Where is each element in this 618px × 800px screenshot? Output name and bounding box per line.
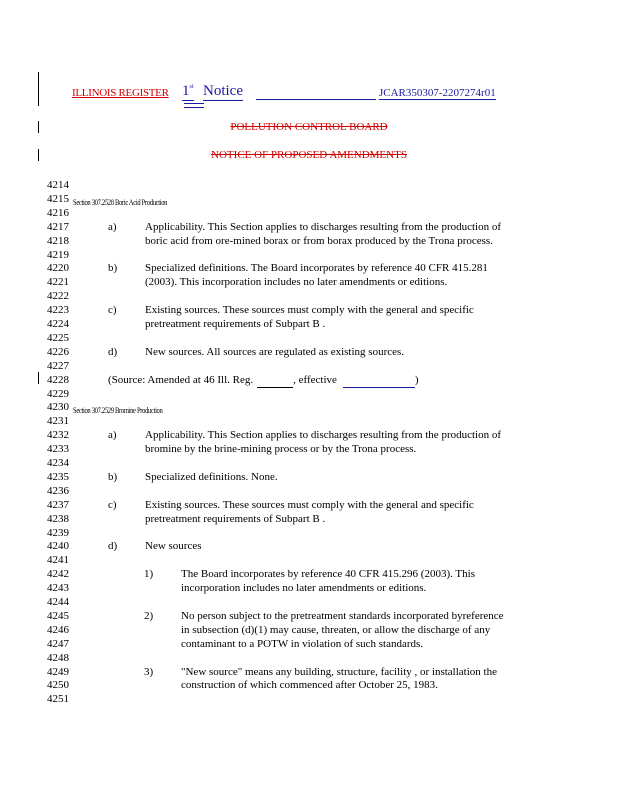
- line-4239: [47, 526, 607, 540]
- line-number: 4232: [47, 429, 69, 442]
- notice-title: NOTICE OF PROPOSED AMENDMENTS: [211, 149, 407, 161]
- line-number: 4226: [47, 345, 69, 358]
- item-label: c): [108, 498, 117, 511]
- line-4231: [47, 414, 607, 428]
- header-rule: [256, 99, 376, 100]
- line-number: 4235: [47, 470, 69, 483]
- volume-blank: [257, 373, 293, 388]
- line-4241: [47, 553, 607, 567]
- body-text: (2003). This incorporation includes no later amendments or editions.: [145, 276, 448, 289]
- line-4217: [47, 220, 607, 234]
- item-label: 1): [144, 568, 154, 581]
- line-4225: [47, 331, 607, 345]
- item-label: a): [108, 220, 117, 233]
- line-4243: [47, 581, 607, 595]
- body-text: The Board incorporates by reference 40 CFR 415.296 (2003). This: [181, 568, 475, 581]
- item-label: 2): [144, 609, 154, 622]
- line-4234: [47, 456, 607, 470]
- body-text: Specialized definitions. The Board incorporates by reference 40 CFR 415.281: [145, 262, 488, 275]
- line-number: 4241: [47, 554, 69, 567]
- change-bar: [38, 372, 39, 384]
- line-number: 4221: [47, 276, 69, 289]
- body-text: incorporation includes no later amendments or editions.: [181, 582, 427, 595]
- line-number: 4234: [47, 457, 69, 469]
- line-4238: [47, 512, 607, 526]
- line-number: 4243: [47, 582, 69, 595]
- body-text: Existing sources. These sources must comply with the general and specific: [145, 498, 474, 511]
- register-label: ILLINOIS REGISTER: [72, 87, 169, 99]
- body-text: Existing sources. These sources must comply with the general and specific: [145, 304, 474, 317]
- body-text: "New source" means any building, structure, facility , or installation the: [181, 665, 497, 678]
- body-text: New sources. All sources are regulated as existing sources.: [145, 345, 405, 358]
- body-text: Applicability. This Section applies to discharges resulting from the production of: [145, 220, 502, 233]
- item-label: d): [108, 540, 118, 553]
- item-label: b): [108, 262, 118, 275]
- section-heading-text: Section 307.2529 Bromine Production: [73, 406, 163, 416]
- line-number: 4223: [47, 304, 69, 317]
- body-text: pretreatment requirements of Subpart B .: [145, 512, 326, 525]
- line-4244: [47, 595, 607, 609]
- body-text: construction of which commenced after October 25, 1983.: [181, 679, 438, 692]
- line-number: 4215: [47, 192, 69, 205]
- line-4247: [47, 637, 607, 651]
- line-4240: [47, 539, 607, 553]
- line-number: 4225: [47, 331, 69, 344]
- line-4226: [47, 345, 607, 359]
- line-4248: [47, 651, 607, 665]
- line-number: 4214: [47, 179, 69, 191]
- line-number: 4216: [47, 206, 69, 219]
- line-number: 4236: [47, 484, 69, 497]
- body-text: Specialized definitions. None.: [145, 470, 278, 483]
- line-4223: [47, 303, 607, 317]
- body-text: Applicability. This Section applies to discharges resulting from the production of: [145, 429, 502, 442]
- date-blank: [343, 373, 415, 388]
- line-4227: [47, 359, 607, 373]
- line-number: 4237: [47, 498, 69, 511]
- line-number: 4219: [47, 248, 69, 261]
- line-number: 4250: [47, 679, 69, 692]
- source-note-text: (Source: Amended at 46 Ill. Reg.: [108, 373, 254, 386]
- line-number: 4242: [47, 568, 69, 581]
- body-text: No person subject to the pretreatment standards incorporated byreference: [181, 609, 504, 622]
- jcar-id: JCAR350307-2207274r01: [379, 87, 496, 99]
- line-4246: [47, 623, 607, 637]
- item-label: d): [108, 345, 118, 358]
- line-number: 4245: [47, 609, 69, 622]
- line-4232: [47, 428, 607, 442]
- register-number: 1st: [182, 83, 194, 99]
- line-4235: [47, 470, 607, 484]
- line-number: 4222: [47, 290, 69, 303]
- line-4230: [47, 400, 607, 414]
- line-number: 4246: [47, 623, 69, 636]
- line-4224: [47, 317, 607, 331]
- line-4228: [47, 373, 607, 387]
- line-number: 4220: [47, 262, 69, 275]
- line-4222: [47, 289, 607, 303]
- line-number: 4230: [47, 401, 69, 414]
- line-number: 4240: [47, 540, 69, 553]
- line-4245: [47, 609, 607, 623]
- line-number: 4229: [47, 387, 69, 400]
- line-number: 4231: [47, 415, 69, 428]
- line-4236: [47, 484, 607, 498]
- body-text: in subsection (d)(1) may cause, threaten, or allow the discharge of any: [181, 623, 491, 636]
- line-number: 4239: [47, 526, 69, 539]
- body-text: boric acid from ore-mined borax or from borax produced by the Trona process.: [145, 234, 493, 247]
- line-4218: [47, 234, 607, 248]
- item-label: c): [108, 304, 117, 317]
- line-4251: [47, 692, 607, 706]
- effective-label: , effective: [293, 373, 337, 386]
- line-number: 4251: [47, 693, 69, 706]
- line-number: 4233: [47, 443, 69, 456]
- section-heading-text: Section 307.2528 Boric Acid Production: [73, 197, 168, 207]
- item-label: 3): [144, 665, 154, 678]
- line-number: 4224: [47, 318, 69, 330]
- line-number: 4249: [47, 665, 69, 678]
- line-number: 4217: [47, 220, 69, 233]
- line-number: 4247: [47, 637, 69, 650]
- source-note: [108, 373, 419, 388]
- line-4249: [47, 665, 607, 679]
- change-bar: [38, 72, 39, 106]
- line-number: 4218: [47, 234, 69, 247]
- line-number: 4227: [47, 359, 69, 372]
- line-4215: [47, 192, 607, 206]
- line-4220: [47, 261, 607, 275]
- line-number: 4244: [47, 596, 69, 608]
- body-text: New sources: [145, 540, 202, 553]
- source-note-close: ): [414, 373, 419, 386]
- board-title: POLLUTION CONTROL BOARD: [230, 121, 388, 133]
- body-text: contaminant to a POTW in violation of such standards.: [181, 637, 424, 650]
- line-4216: [47, 206, 607, 220]
- body-text: pretreatment requirements of Subpart B .: [145, 318, 326, 330]
- line-4250: [47, 678, 607, 692]
- item-label: a): [108, 429, 117, 442]
- line-number: 4228: [47, 373, 69, 386]
- item-label: b): [108, 470, 118, 483]
- line-4221: [47, 275, 607, 289]
- line-number: 4248: [47, 651, 69, 664]
- line-4219: [47, 248, 607, 262]
- line-4233: [47, 442, 607, 456]
- line-4229: [47, 387, 607, 401]
- page-header: [72, 83, 598, 105]
- line-4237: [47, 498, 607, 512]
- double-underline: [184, 103, 204, 108]
- notice-label: Notice: [203, 83, 243, 99]
- line-4214: [47, 178, 607, 192]
- line-number: 4238: [47, 512, 69, 525]
- line-4242: [47, 567, 607, 581]
- body-text: bromine by the brine-mining process or by the Trona process.: [145, 443, 417, 456]
